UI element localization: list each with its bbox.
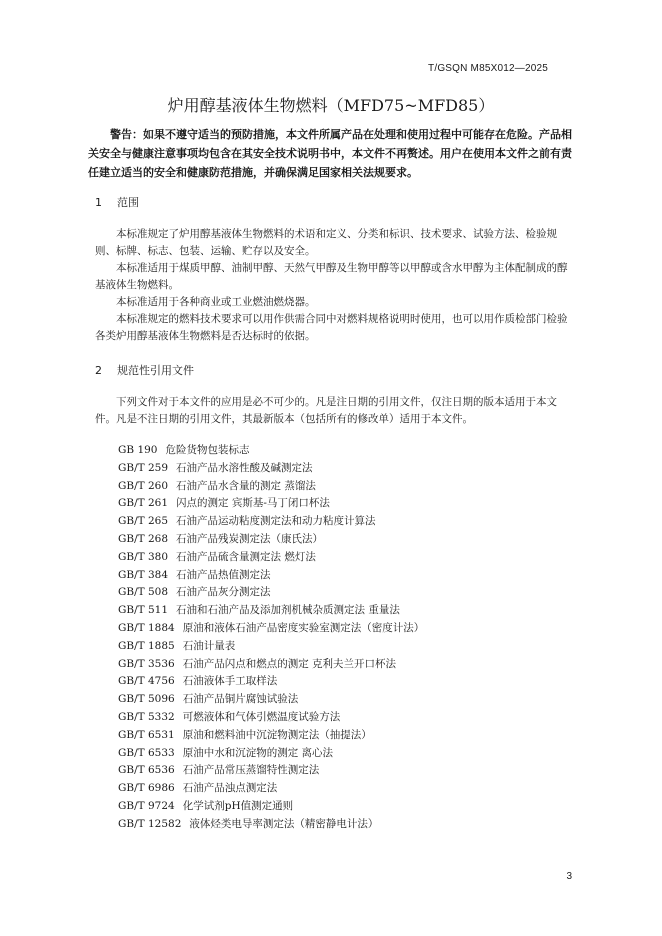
section-1-body <box>95 226 575 345</box>
warning-paragraph: 警告：如果不遵守适当的预防措施，本文件所属产品在处理和使用过程中可能存在危险。产品相关安全与健康注意事项均包含在其安全技术说明书中，本文件不再赘述。用户在使用本文件之前有责任建立适当的安全和健康防范措施，并确保满足国家相关法规要求。 <box>88 128 572 179</box>
paragraph: 下列文件对于本文件的应用是必不可少的。凡是注日期的引用文件，仅注日期的版本适用于本文件。凡是不注日期的引用文件，其最新版本（包括所有的修改单）适用于本文件。 <box>95 396 557 425</box>
reference-code: GB/T 5096 <box>118 693 175 706</box>
reference-title: 液体烃类电导率测定法（精密静电计法） <box>189 817 379 830</box>
reference-item <box>118 584 424 602</box>
reference-code: GB/T 265 <box>118 515 169 528</box>
reference-item <box>118 638 424 656</box>
reference-code: GB/T 6531 <box>118 728 175 741</box>
reference-code: GB/T 259 <box>118 461 169 474</box>
reference-item <box>118 727 424 745</box>
reference-code: GB/T 268 <box>118 532 169 545</box>
reference-title: 闪点的测定 宾斯基-马丁闭口杯法 <box>176 497 330 510</box>
paragraph: 本标准规定了炉用醇基液体生物燃料的术语和定义、分类和标识、技术要求、试验方法、检验规则、标牌、标志、包装、运输、贮存以及安全。 <box>95 228 557 257</box>
reference-item <box>118 460 424 478</box>
reference-list <box>118 442 424 834</box>
page-number: 3 <box>566 871 572 882</box>
reference-code: GB/T 261 <box>118 497 169 510</box>
reference-title: 危险货物包装标志 <box>165 444 250 456</box>
reference-code: GB/T 1884 <box>118 621 175 634</box>
paragraph: 本标准适用于煤质甲醇、油制甲醇、天然气甲醇及生物甲醇等以甲醇或含水甲醇为主体配制成的醇基液体生物燃料。 <box>95 262 568 291</box>
reference-item <box>118 780 424 798</box>
reference-code: GB/T 6986 <box>118 782 175 795</box>
reference-item <box>118 549 424 567</box>
reference-title: 石油产品残炭测定法（康氏法） <box>176 532 324 545</box>
reference-item <box>118 745 424 763</box>
reference-title: 可燃液体和气体引燃温度试验方法 <box>182 710 341 723</box>
reference-item <box>118 478 424 496</box>
section-2-intro <box>95 394 575 428</box>
reference-code: GB/T 380 <box>118 550 169 563</box>
reference-item <box>118 495 424 513</box>
reference-title: 石油产品灰分测定法 <box>176 586 271 599</box>
section-title: 范围 <box>117 196 139 209</box>
reference-title: 原油和燃料油中沉淀物测定法（抽提法） <box>182 728 372 741</box>
reference-code: GB/T 4756 <box>118 675 175 688</box>
section-number: 2 <box>95 364 102 377</box>
section-title: 规范性引用文件 <box>117 364 194 377</box>
reference-code: GB/T 5332 <box>118 710 175 723</box>
reference-title: 石油产品硫含量测定法 燃灯法 <box>176 550 316 563</box>
paragraph: 本标准适用于各种商业或工业燃油燃烧器。 <box>116 296 316 308</box>
reference-item <box>118 513 424 531</box>
reference-item <box>118 602 424 620</box>
reference-item <box>118 567 424 585</box>
standard-code: T/GSQN M85X012—2025 <box>428 63 548 74</box>
reference-code: GB/T 260 <box>118 479 169 492</box>
reference-code: GB/T 511 <box>118 604 169 617</box>
reference-title: 石油产品水含量的测定 蒸馏法 <box>176 479 316 492</box>
reference-title: 石油产品浊点测定法 <box>182 782 278 795</box>
reference-item <box>118 620 424 638</box>
reference-title: 石油产品热值测定法 <box>176 568 271 581</box>
reference-title: 化学试剂pH值测定通则 <box>182 799 294 812</box>
reference-item <box>118 673 424 691</box>
reference-item <box>118 709 424 727</box>
reference-code: GB 190 <box>118 444 158 456</box>
reference-item <box>118 442 424 460</box>
reference-title: 石油产品运动粘度测定法和动力粘度计算法 <box>176 515 376 528</box>
reference-item <box>118 798 424 816</box>
reference-code: GB/T 12582 <box>118 817 182 830</box>
reference-item <box>118 816 424 834</box>
section-1-heading <box>95 194 139 210</box>
reference-item <box>118 762 424 780</box>
section-number: 1 <box>95 196 102 209</box>
reference-code: GB/T 508 <box>118 586 169 599</box>
reference-title: 石油和石油产品及添加剂机械杂质测定法 重量法 <box>176 604 400 617</box>
reference-item <box>118 691 424 709</box>
reference-code: GB/T 9724 <box>118 799 175 812</box>
reference-code: GB/T 1885 <box>118 639 175 652</box>
reference-code: GB/T 3536 <box>118 657 175 670</box>
reference-code: GB/T 6536 <box>118 764 175 777</box>
reference-item <box>118 531 424 549</box>
reference-title: 石油产品闪点和燃点的测定 克利夫兰开口杯法 <box>182 657 397 670</box>
reference-title: 石油计量表 <box>182 639 236 652</box>
paragraph: 本标准规定的燃料技术要求可以用作供需合同中对燃料规格说明时使用，也可以用作质检部门检验各类炉用醇基液体生物燃料是否达标时的依据。 <box>95 313 568 342</box>
reference-title: 石油产品水溶性酸及碱测定法 <box>176 461 313 474</box>
reference-title: 原油中水和沉淀物的测定 离心法 <box>182 746 334 759</box>
reference-item <box>118 656 424 674</box>
reference-code: GB/T 384 <box>118 568 169 581</box>
reference-title: 石油液体手工取样法 <box>182 675 278 688</box>
reference-code: GB/T 6533 <box>118 746 175 759</box>
reference-title: 石油产品铜片腐蚀试验法 <box>182 693 299 706</box>
section-2-heading <box>95 362 194 378</box>
reference-title: 石油产品常压蒸馏特性测定法 <box>182 764 320 777</box>
document-title: 炉用醇基液体生物燃料（MFD75~MFD85） <box>167 96 495 115</box>
reference-title: 原油和液体石油产品密度实验室测定法（密度计法） <box>182 621 425 634</box>
